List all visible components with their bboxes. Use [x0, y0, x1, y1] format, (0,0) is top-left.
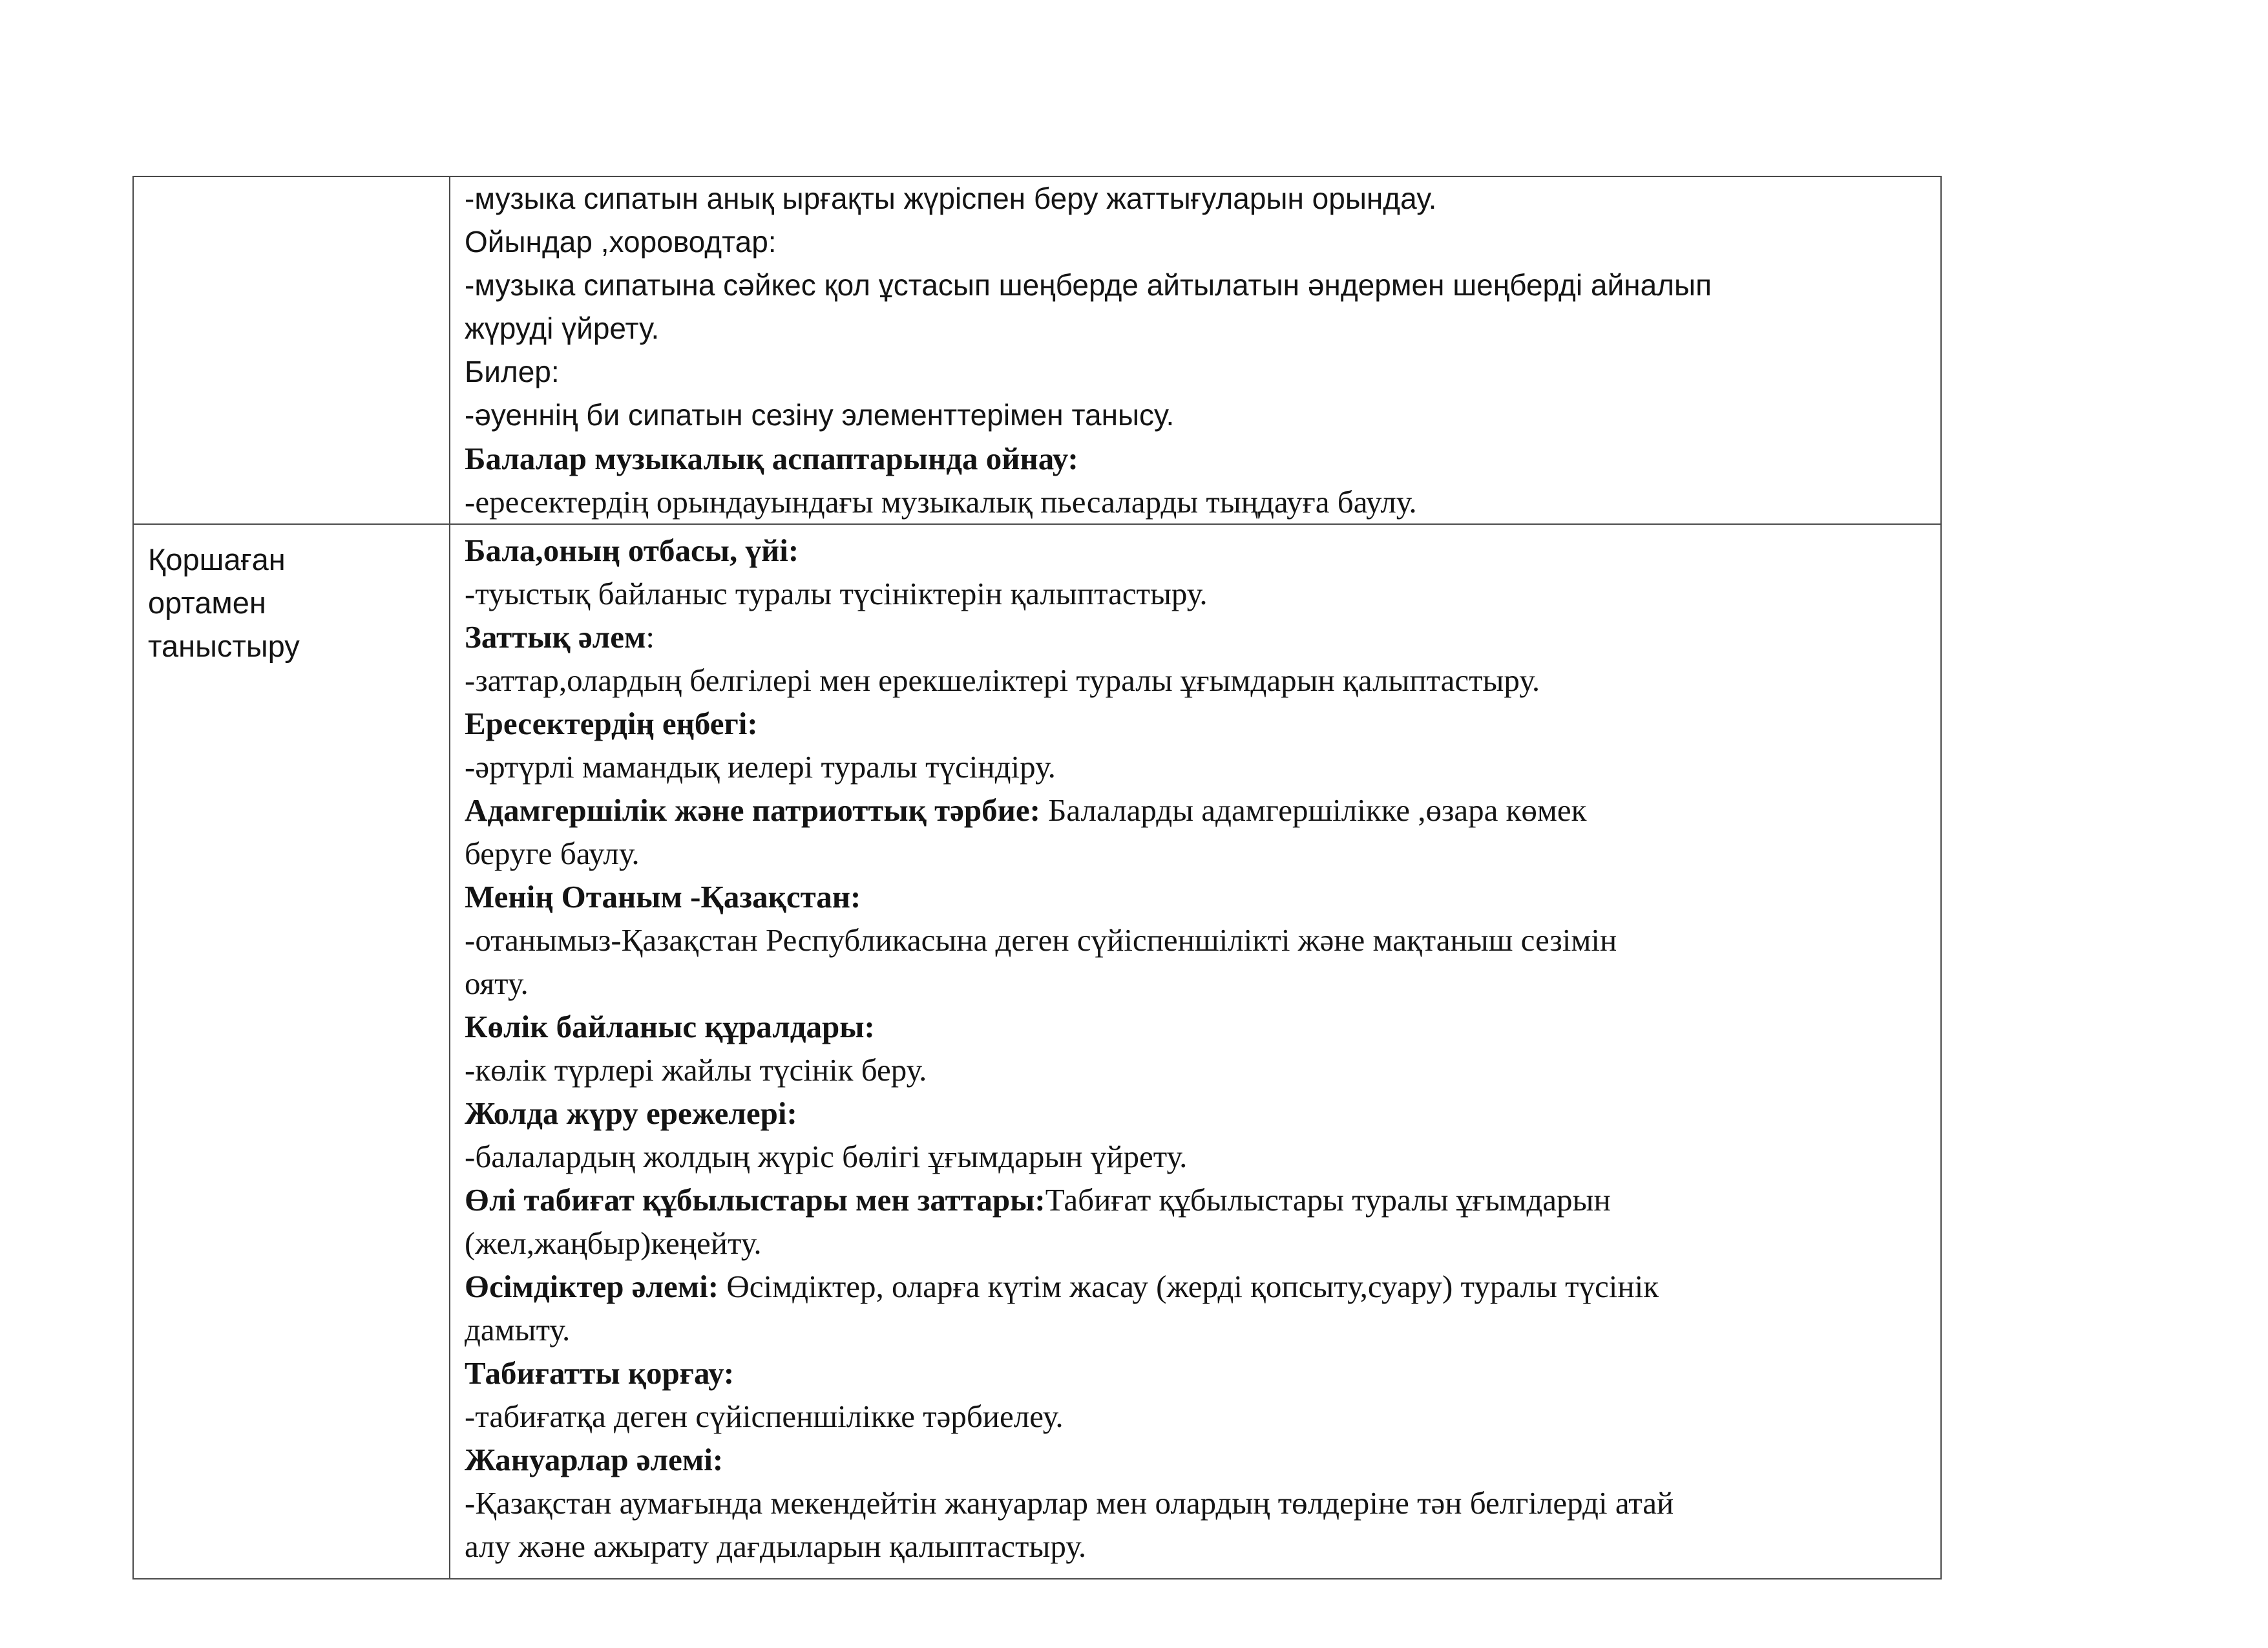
content-line: беруге баулу. — [465, 836, 640, 871]
inline-text: Өсімдіктер, оларға күтім жасау (жерді қопсыту,суару) туралы түсінік — [719, 1269, 1659, 1304]
subheading-bold: Менің Отаным -Қазақстан: — [465, 879, 861, 914]
content-line — [465, 1265, 1934, 1308]
content-line: ояту. — [465, 966, 529, 1001]
content-line: -заттар,олардың белгілері мен ерекшеліктері туралы ұғымдарын қалыптастыру. — [465, 662, 1540, 698]
section-name-cell — [133, 176, 450, 524]
subheading-bold: Заттық әлем — [465, 619, 646, 655]
section-name-line: таныстыру — [148, 629, 300, 663]
content-line: -әуеннің би сипатын сезіну элементтерімен танысу. — [465, 398, 1175, 432]
subheading-bold: Өлі табиғат құбылыстары мен заттары: — [465, 1182, 1045, 1218]
subheading: Ойындар ,хороводтар: — [465, 225, 777, 259]
content-line: -балалардың жолдың жүріс бөлігі ұғымдарын үйрету. — [465, 1139, 1188, 1174]
subheading-bold: Жолда жүру ережелері: — [465, 1095, 797, 1131]
subheading: Билер: — [465, 355, 560, 388]
content-line: жүруді үйрету. — [465, 312, 660, 345]
subheading-bold: Адамгершілік және патриоттық тәрбие: — [465, 792, 1040, 828]
subheading-bold: Өсімдіктер әлемі: — [465, 1269, 719, 1304]
colon: : — [646, 619, 655, 655]
section-content-cell — [450, 524, 1941, 1579]
subheading-line — [465, 615, 1934, 659]
section-name-line: ортамен — [148, 586, 266, 620]
content-line: -туыстық байланыс туралы түсініктерін қалыптастыру. — [465, 576, 1208, 611]
section-name-line: Қоршаған — [148, 542, 286, 576]
section-content-cell — [450, 176, 1941, 524]
subheading-bold: Бала,оның отбасы, үйі: — [465, 533, 799, 568]
subheading-bold: Табиғатты қорғау: — [465, 1355, 735, 1391]
content-line — [465, 1178, 1934, 1221]
content-line: -музыка сипатына сәйкес қол ұстасып шеңберде айтылатын әндермен шеңберді айналып — [465, 268, 1712, 302]
content-line — [465, 788, 1934, 832]
section-name-cell — [133, 524, 450, 1579]
content-line: (жел,жаңбыр)кеңейту. — [465, 1225, 762, 1261]
content-line: -әртүрлі мамандық иелері туралы түсіндіру. — [465, 749, 1056, 785]
inline-text: Балаларды адамгершілікке ,өзара көмек — [1040, 792, 1587, 828]
content-line: -отанымыз-Қазақстан Республикасына деген сүйіспеншілікті және мақтаныш сезімін — [465, 922, 1617, 958]
curriculum-table — [132, 176, 1942, 1579]
content-line: алу және ажырату дағдыларын қалыптастыру. — [465, 1528, 1087, 1564]
table-row — [133, 524, 1941, 1579]
content-line: -Қазақстан аумағында мекендейтін жануарлар мен олардың төлдеріне тән белгілерді атай — [465, 1485, 1674, 1521]
content-line: -ересектердің орындауындағы музыкалық пьесаларды тыңдауға баулу. — [465, 484, 1417, 520]
table-row — [133, 176, 1941, 524]
subheading-bold: Жануарлар әлемі: — [465, 1442, 724, 1477]
content-line: -табиғатқа деген сүйіспеншілікке тәрбиелеу. — [465, 1399, 1064, 1434]
subheading-bold: Ересектердің еңбегі: — [465, 706, 758, 741]
subheading-bold: Көлік байланыс құралдары: — [465, 1009, 875, 1044]
inline-text: Табиғат құбылыстары туралы ұғымдарын — [1045, 1182, 1611, 1218]
content-line: дамыту. — [465, 1312, 571, 1347]
content-line: -музыка сипатын анық ырғақты жүріспен беру жаттығуларын орындау. — [465, 182, 1437, 215]
subheading-bold: Балалар музыкалық аспаптарында ойнау: — [465, 441, 1078, 476]
content-line: -көлік түрлері жайлы түсінік беру. — [465, 1052, 927, 1088]
